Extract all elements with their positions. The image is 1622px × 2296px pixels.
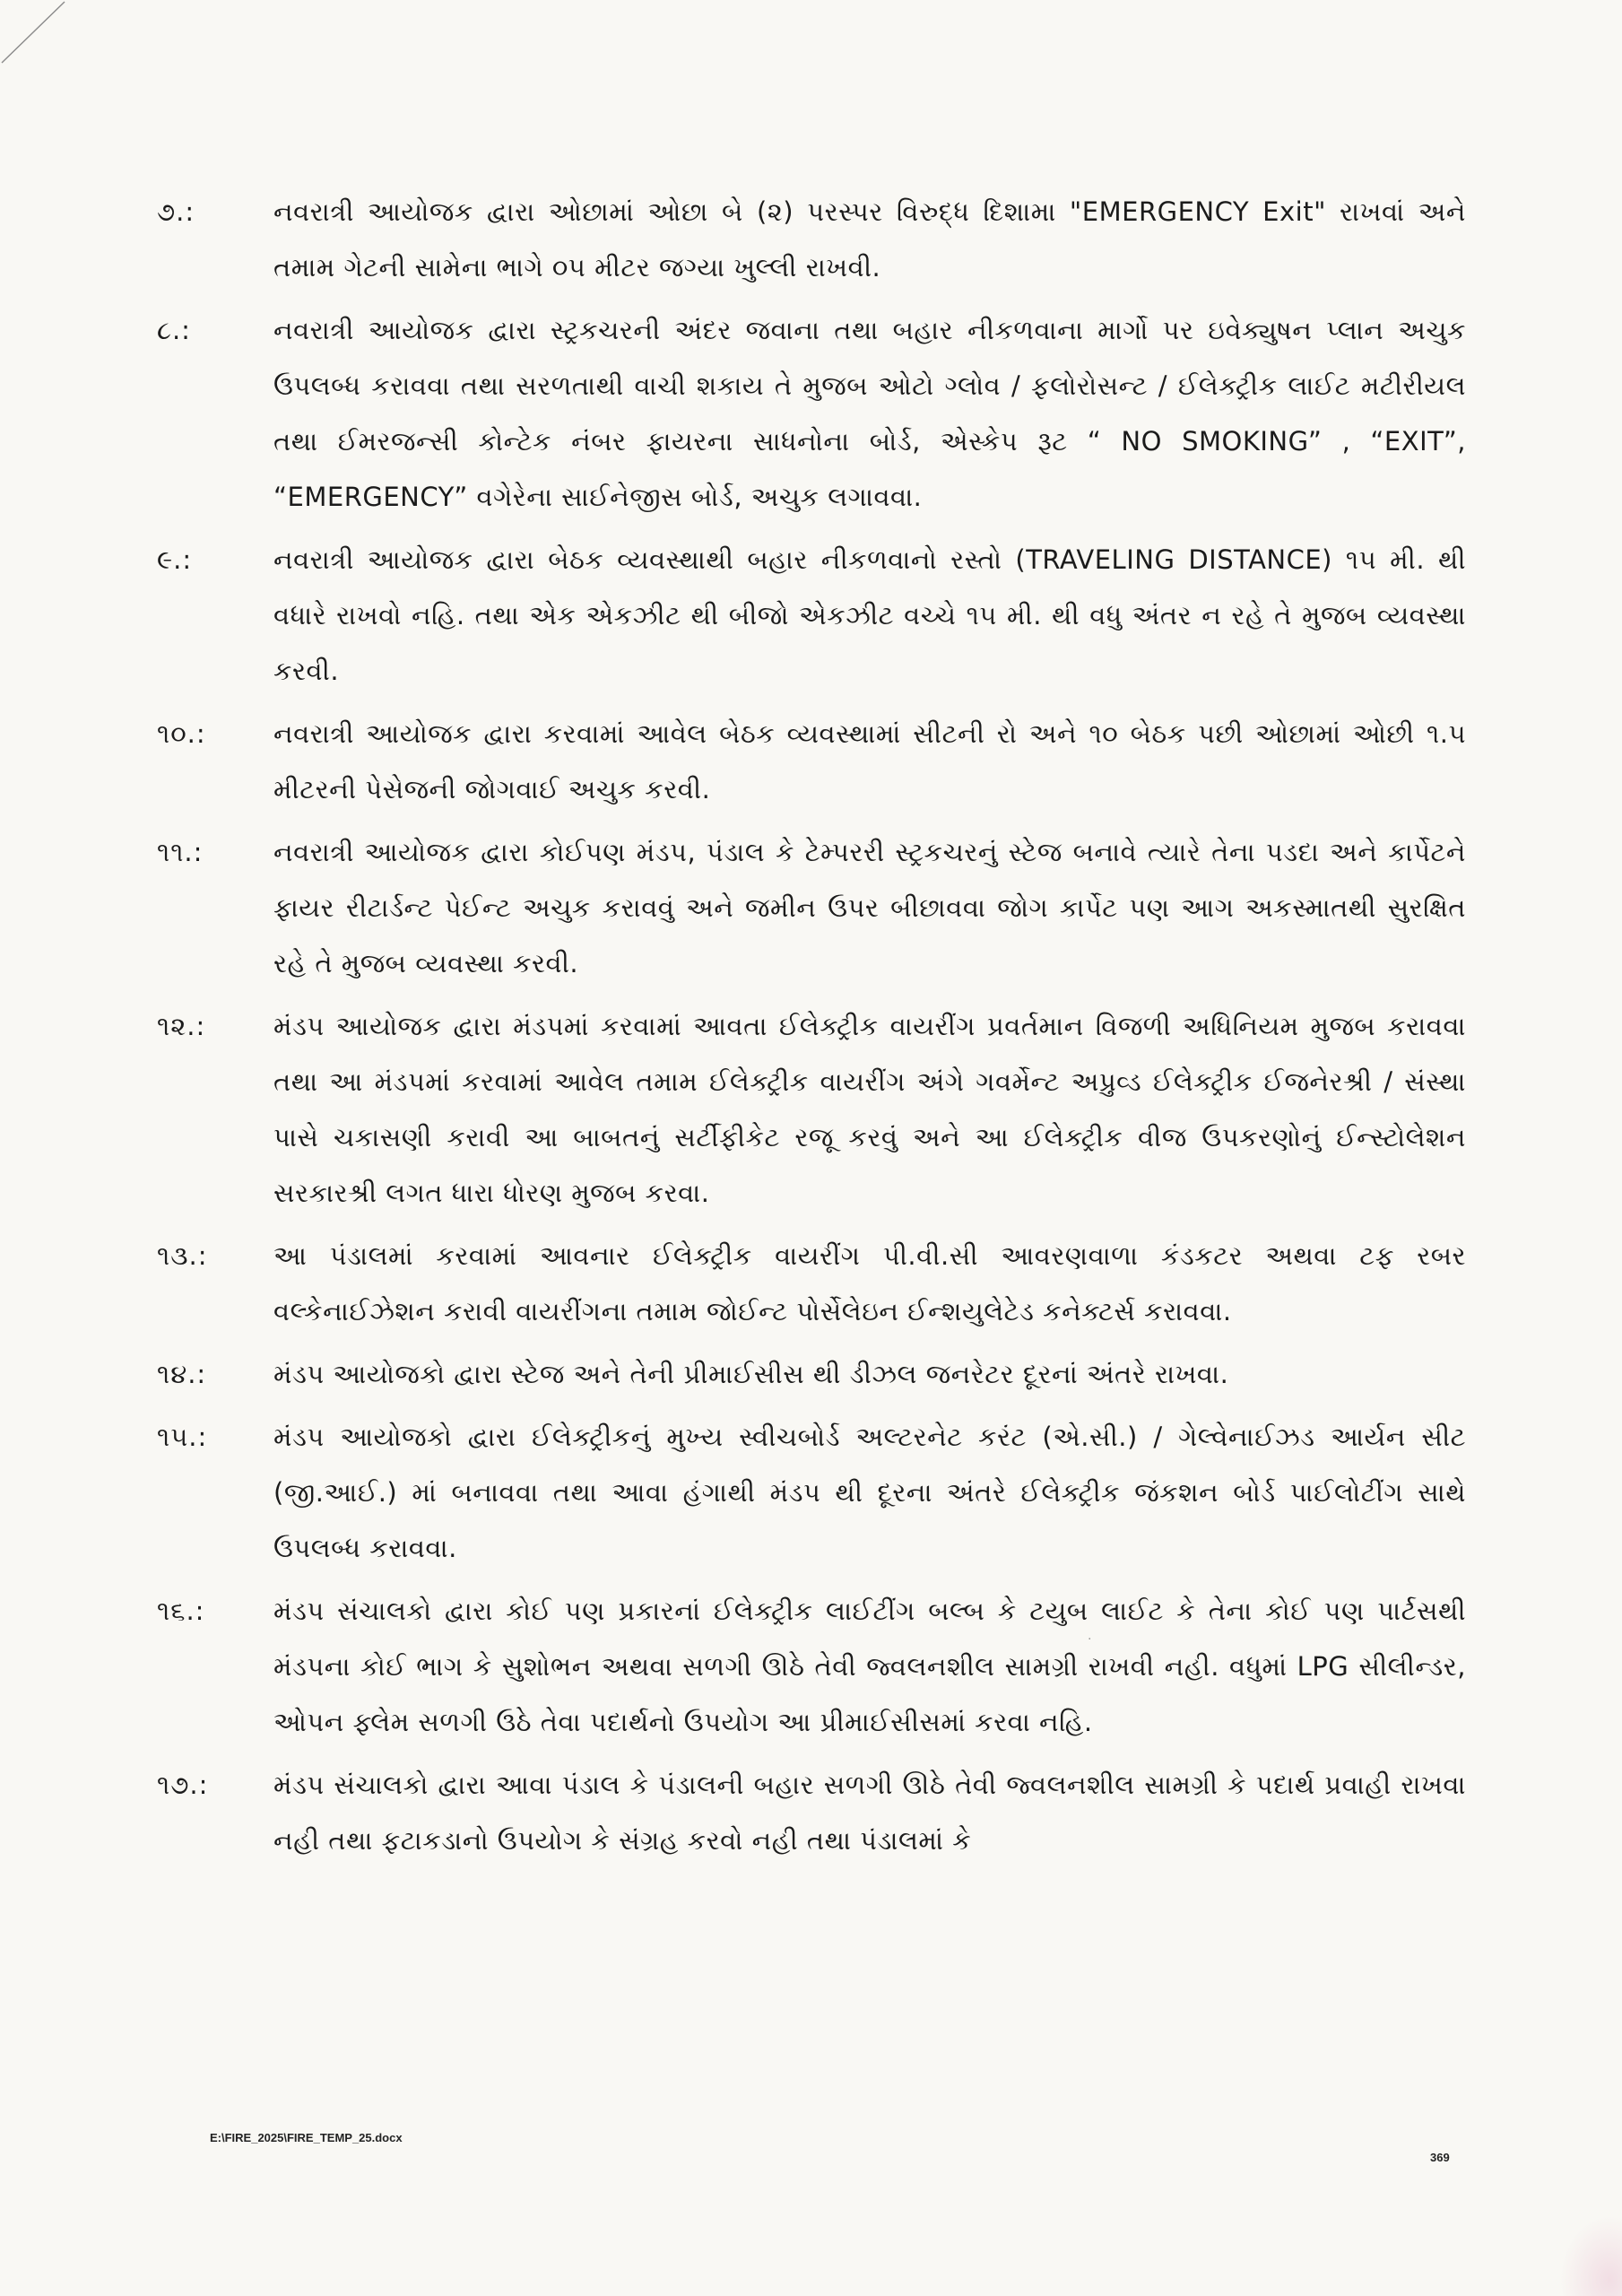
item-text: નવરાત્રી આયોજક દ્વારા બેઠક વ્યવસ્થાથી બહાર નીકળવાનો રસ્તો (TRAVELING DISTANCE) ૧૫ મી. થી વધારે રાખવો નહિ. તથા એક એકઝીટ થી બીજો એકઝીટ વચ્ચે ૧૫ મી. થી વધુ અંતર ન રહે તે મુજબ વ્યવસ્થા કરવી. (273, 544, 1466, 686)
item-number: ૧૫.: (157, 1422, 208, 1452)
item-number: ૧૪.: (157, 1359, 207, 1389)
list-item (157, 998, 1466, 1221)
list-item (157, 824, 1466, 991)
item-number: ૧૦.: (157, 718, 206, 749)
list-item (157, 1757, 1466, 1868)
item-text: મંડપ સંચાલકો દ્વારા આવા પંડાલ કે પંડાલની બહાર સળગી ઊઠે તેવી જ્વલનશીલ સામગ્રી કે પદાર્થ પ્રવાહી રાખવા નહી તથા ફટાકડાનો ઉપયોગ કે સંગ્રહ કરવો નહી તથા પંડાલમાં કે (273, 1770, 1466, 1856)
item-number: ૮.: (157, 315, 191, 345)
list-item (157, 532, 1466, 699)
item-number: ૧૬.: (157, 1596, 205, 1626)
item-number: ૧૭.: (157, 1770, 209, 1800)
item-text: નવરાત્રી આયોજક દ્વારા સ્ટ્રકચરની અંદર જવાના તથા બહાર નીકળવાના માર્ગો પર ઇવેક્યુષન પ્લાન અચુક ઉપલબ્ધ કરાવવા તથા સરળતાથી વાચી શકાય તે મુજબ ઓટો ગ્લોવ / ફલોરોસન્ટ / ઈલેક્ટ્રીક લાઈટ મટીરીયલ તથા ઈમરજન્સી કોન્ટેક નંબર ફાયરના સાધનોના બોર્ડ, એસ્કેપ રૂટ “ NO SMOKING” , “EXIT”, “EMERGENCY” વગેરેના સાઈનેજીસ બોર્ડ, અચુક લગાવવા. (273, 315, 1466, 512)
item-number: ૧૩.: (157, 1240, 208, 1271)
list-item (157, 184, 1466, 295)
corner-scratch-mark (0, 0, 143, 144)
instructions-list (157, 184, 1466, 1875)
list-item (157, 1409, 1466, 1576)
item-number: ૧૧.: (157, 837, 204, 867)
item-text: મંડપ આયોજકો દ્વારા ઈલેક્ટ્રીકનું મુખ્ય સ્વીચબોર્ડ અલ્ટરનેટ કરંટ (એ.સી.) / ગેલ્વેનાઈઝડ આર્યન સીટ (જી.આઈ.) માં બનાવવા તથા આવા હંગાથી મંડપ થી દૂરના અંતરે ઈલેક્ટ્રીક જંકશન બોર્ડ પાઈલોટીંગ સાથે ઉપલબ્ધ કરાવવા. (273, 1422, 1466, 1563)
list-item (157, 1583, 1466, 1750)
list-item (157, 706, 1466, 817)
list-item (157, 1228, 1466, 1339)
item-text: નવરાત્રી આયોજક દ્વારા ઓછામાં ઓછા બે (૨) પરસ્પર વિરુદ્ધ દિશામા "EMERGENCY Exit" રાખવાં અને તમામ ગેટની સામેના ભાગે ૦૫ મીટર જગ્યા ખુલ્લી રાખવી. (273, 196, 1466, 283)
list-item (157, 1346, 1466, 1402)
item-text: મંડપ આયોજક દ્વારા મંડપમાં કરવામાં આવતા ઈલેક્ટ્રીક વાયરીંગ પ્રવર્તમાન વિજળી અધિનિયમ મુજબ કરાવવા તથા આ મંડપમાં કરવામાં આવેલ તમામ ઈલેક્ટ્રીક વાયરીંગ અંગે ગવર્મેન્ટ અપ્રુવ્ડ ઈલેક્ટ્રીક ઈજનેરશ્રી / સંસ્થા પાસે ચકાસણી કરાવી આ બાબતનું સર્ટીફીકેટ રજૂ કરવું અને આ ઈલેક્ટ્રીક વીજ ઉપકરણોનું ઈન્સ્ટોલેશન સરકારશ્રી લગત ધારા ધોરણ મુજબ કરવા. (273, 1011, 1466, 1208)
item-text: નવરાત્રી આયોજક દ્વારા કરવામાં આવેલ બેઠક વ્યવસ્થામાં સીટની રો અને ૧૦ બેઠક પછી ઓછામાં ઓછી ૧.૫ મીટરની પેસેજની જોગવાઈ અચુક કરવી. (273, 718, 1466, 804)
list-item (157, 302, 1466, 525)
item-number: ૭.: (157, 196, 195, 227)
item-text: મંડપ આયોજકો દ્વારા સ્ટેજ અને તેની પ્રીમાઈસીસ થી ડીઝલ જનરેટર દૂરનાં અંતરે રાખવા. (273, 1359, 1229, 1389)
item-text: આ પંડાલમાં કરવામાં આવનાર ઈલેક્ટ્રીક વાયરીંગ પી.વી.સી આવરણવાળા કંડકટર અથવા ટફ રબર વલ્કેનાઈઝેશન કરાવી વાયરીંગના તમામ જોઈન્ટ પોર્સેલેઇન ઈન્શયુલેટેડ કનેક્ટર્સ કરાવવા. (273, 1240, 1466, 1326)
corner-stain (1559, 2215, 1622, 2296)
scan-speck: · (1088, 1632, 1092, 1647)
footer-file-path: E:\FIRE_2025\FIRE_TEMP_25.docx (210, 2131, 403, 2144)
item-text: મંડપ સંચાલકો દ્વારા કોઈ પણ પ્રકારનાં ઈલેક્ટ્રીક લાઈટીંગ બલ્બ કે ટયુબ લાઈટ કે તેના કોઈ પણ પાર્ટસથી મંડપના કોઈ ભાગ કે સુશોભન અથવા સળગી ઊઠે તેવી જ્વલનશીલ સામગ્રી રાખવી નહી. વધુમાં LPG સીલીન્ડર, ઓપન ફ્લેમ સળગી ઉઠે તેવા પદાર્થનો ઉપયોગ આ પ્રીમાઈસીસમાં કરવા નહિ. (273, 1596, 1466, 1737)
page-number: 369 (1430, 2151, 1450, 2164)
item-number: ૯.: (157, 544, 193, 575)
item-text: નવરાત્રી આયોજક દ્વારા કોઈપણ મંડપ, પંડાલ કે ટેમ્પરરી સ્ટ્રકચરનું સ્ટેજ બનાવે ત્યારે તેના પડદા અને કાર્પેટને ફાયર રીટાર્ડન્ટ પેઈન્ટ અચુક કરાવવું અને જમીન ઉપર બીછાવવા જોગ કાર્પેટ પણ આગ અકસ્માતથી સુરક્ષિત રહે તે મુજબ વ્યવસ્થા કરવી. (273, 837, 1466, 978)
item-number: ૧૨.: (157, 1011, 206, 1041)
